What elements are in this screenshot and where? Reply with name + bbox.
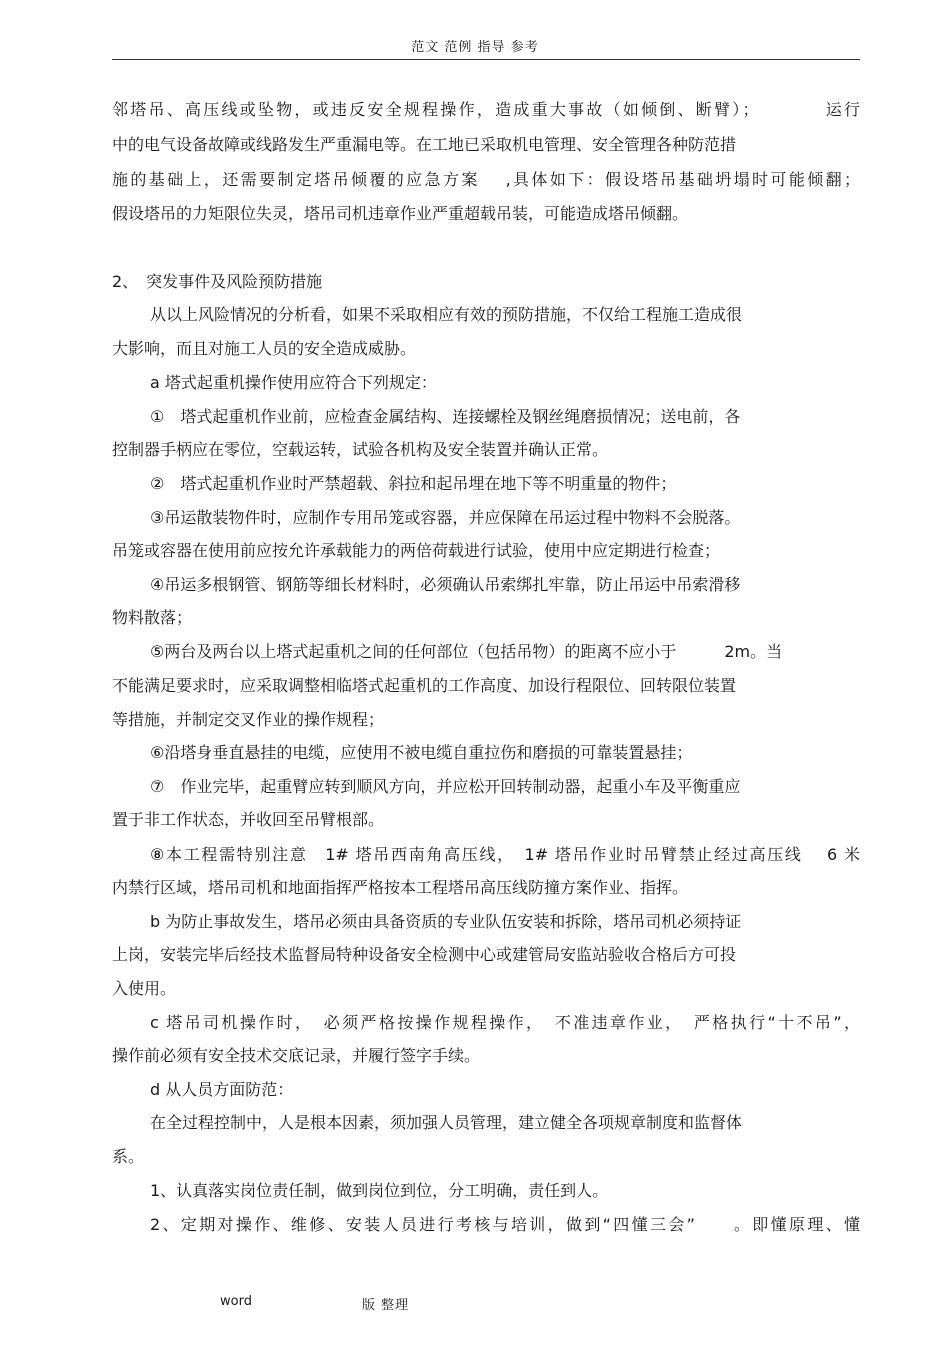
page-header: 范文 范例 指导 参考: [411, 40, 539, 55]
body-line-10: 控制器手柄应在零位，空载运转，试验各机构及安全装置并确认正常。: [112, 440, 609, 459]
body-line-32: 1、认真落实岗位责任制，做到岗位到位，分工明确，责任到人。: [150, 1181, 609, 1200]
body-line-29: d 从人员方面防范：: [150, 1080, 294, 1099]
body-line-9: ① 塔式起重机作业前，应检查金属结构、连接螺栓及钢丝绳磨损情况；送电前，各: [150, 407, 741, 426]
body-line-14: ④吊运多根钢管、钢筋等细长材料时，必须确认吊索绑扎牢靠，防止吊运中吊索滑移: [150, 575, 741, 594]
body-line-21: 置于非工作状态，并收回至吊臂根部。: [112, 810, 385, 829]
body-line-1: 邻塔吊、高压线或坠物，或违反安全规程操作，造成重大事故（如倾倒、断臂）； 运行: [112, 100, 860, 119]
body-line-18: 等措施，并制定交叉作业的操作规程；: [112, 710, 385, 729]
body-line-23: 内禁行区域，塔吊司机和地面指挥严格按本工程塔吊高压线防撞方案作业、指挥。: [112, 878, 689, 897]
body-line-12: ③吊运散装物件时，应制作专用吊笼或容器，并应保障在吊运过程中物料不会脱落。: [150, 508, 741, 527]
body-line-30: 在全过程控制中，人是根本因素，须加强人员管理，建立健全各项规章制度和监督体: [150, 1113, 743, 1132]
body-line-25: 上岗，安装完毕后经技术监督局特种设备安全检测中心或建管局安监站验收合格后方可投: [112, 945, 737, 964]
body-line-3: 施的基础上，还需要制定塔吊倾覆的应急方案 ,具体如下：假设塔吊基础坍塌时可能倾翻；: [112, 170, 860, 189]
body-line-8: a 塔式起重机操作使用应符合下列规定：: [150, 373, 437, 392]
body-line-26: 入使用。: [112, 979, 177, 998]
body-line-4: 假设塔吊的力矩限位失灵，塔吊司机违章作业严重超载吊装，可能造成塔吊倾翻。: [112, 204, 689, 223]
footer-word: word: [220, 1294, 252, 1309]
body-line-2: 中的电气设备故障或线路发生严重漏电等。在工地已采取机电管理、安全管理各种防范措: [112, 135, 737, 154]
header-divider: [112, 59, 860, 60]
body-line-22: ⑧本工程需特别注意 1# 塔吊西南角高压线， 1# 塔吊作业时吊臂禁止经过高压线 6 米: [150, 845, 860, 864]
body-line-24: b 为防止事故发生，塔吊必须由具备资质的专业队伍安装和拆除，塔吊司机必须持证: [150, 912, 742, 931]
body-line-13: 吊笼或容器在使用前应按允许承载能力的两倍荷载进行试验，使用中应定期进行检查；: [112, 541, 721, 560]
body-line-6: 从以上风险情况的分析看，如果不采取相应有效的预防措施，不仅给工程施工造成很: [150, 305, 743, 324]
body-line-33: 2、定期对操作、维修、安装人员进行考核与培训，做到“四懂三会” 。即懂原理、懂: [150, 1215, 860, 1234]
body-line-15: 物料散落；: [112, 608, 193, 627]
body-line-31: 系。: [112, 1147, 145, 1166]
section-heading: 2、 突发事件及风险预防措施: [112, 272, 323, 291]
body-line-27: c 塔吊司机操作时， 必须严格按操作规程操作， 不准违章作业， 严格执行“十不吊”，: [150, 1013, 860, 1032]
body-line-7: 大影响，而且对施工人员的安全造成威胁。: [112, 339, 417, 358]
body-line-11: ② 塔式起重机作业时严禁超载、斜拉和起吊埋在地下等不明重量的物件；: [150, 474, 677, 493]
body-line-28: 操作前必须有安全技术交底记录，并履行签字手续。: [112, 1046, 481, 1065]
footer-note: 版 整理: [362, 1298, 410, 1313]
body-line-17: 不能满足要求时，应采取调整相临塔式起重机的工作高度、加设行程限位、回转限位装置: [112, 676, 737, 695]
body-line-16: ⑤两台及两台以上塔式起重机之间的任何部位（包括吊物）的距离不应小于 2m。当: [150, 642, 783, 661]
body-line-19: ⑥沿塔身垂直悬挂的电缆，应使用不被电缆自重拉伤和磨损的可靠装置悬挂；: [150, 743, 693, 762]
body-line-20: ⑦ 作业完毕，起重臂应转到顺风方向，并应松开回转制动器，起重小车及平衡重应: [150, 777, 741, 796]
